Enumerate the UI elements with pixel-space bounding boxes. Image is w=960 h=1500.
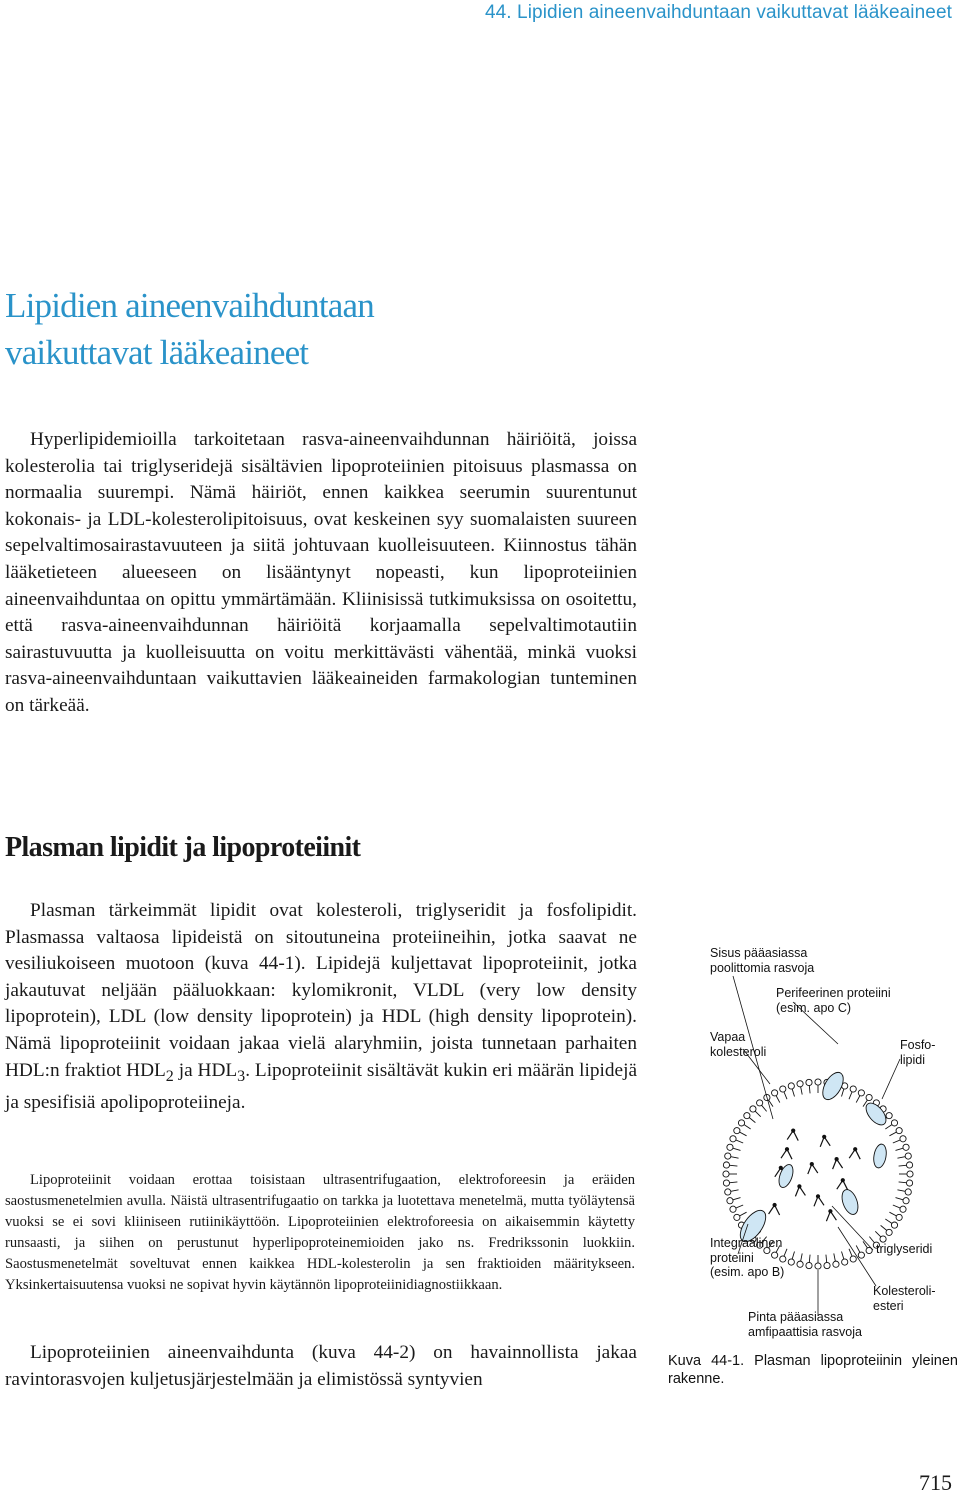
label-phospholipid: Fosfo- lipidi xyxy=(900,1038,936,1067)
lipids-text-part-2: . Lipoproteiinit sisältävät kukin eri määrän lipidejä ja spesifisiä apolipoproteiineja. xyxy=(5,1059,637,1114)
chapter-title-line-2: vaikuttavat lääkeaineet xyxy=(5,333,309,372)
hdl3-term: $HDL_3$ xyxy=(197,1059,246,1085)
lipids-text-part-1: Plasman tärkeimmät lipidit ovat kolesteroli, triglyseridit ja fosfolipidit. Plasmassa valtaosa lipideistä on sitoutuneina proteiineihin, jotka saavat ne vesiliukoiseen muotoon (kuva 44-1). Lipidejä kuljettavat lipoproteiinit, jotka jakautuvat neljään pääluokkaan: kylomikronit, VLDL (very low density lipoprotein), LDL (low density lipoprotein) ja HDL (high density lipoprotein). Nämä lipoproteiinit voidaan jakaa vielä alaryhmiin, joista tunnetaan parhaiten HDL:n fraktiot xyxy=(5,900,637,1081)
label-triglyceride: triglyseridi xyxy=(876,1242,933,1256)
lipids-paragraph: Plasman tärkeimmät lipidit ovat kolesteroli, triglyseridit ja fosfolipidit. Plasmassa valtaosa lipideistä on sitoutuneina proteiineihin, jotka saavat ne vesiliukoiseen muotoon (kuva 44-1). Lipidejä kuljettavat lipoproteiinit, jotka jakautuvat neljään pääluokkaan: kylomikronit, VLDL (very low density lipoprotein), LDL (low density lipoprotein) ja HDL (high density lipoprotein). Nämä lipoproteiinit voidaan jakaa vielä alaryhmiin, joista tunnetaan parhaiten HDL:n fraktiot $HDL_2$ ja $HDL_3$. Lipoproteiinit sisältävät kukin eri määrän lipidejä ja spesifisiä apolipoproteiineja. xyxy=(5,900,637,1114)
core-lipid-molecule xyxy=(769,1203,780,1215)
core-lipid-molecule xyxy=(820,1135,830,1147)
figure-caption: Kuva 44-1. Plasman lipoproteiinin yleinen rakenne. xyxy=(668,1353,958,1387)
core-lipid-molecule xyxy=(837,1178,848,1190)
chapter-title xyxy=(5,282,645,376)
label-peripheral-protein: Perifeerinen proteiini (esim. apo C) xyxy=(776,986,891,1015)
running-header: 44. Lipidien aineenvaihduntaan vaikuttavat lääkeaineet xyxy=(484,2,952,23)
metabolism-paragraph: Lipoproteiinien aineenvaihdunta (kuva 44-2) on havainnollista jakaa ravintorasvojen kuljetusjärjestelmään ja elimistössä syntyvien xyxy=(5,1342,637,1390)
core-lipid-molecule xyxy=(787,1129,798,1141)
core-lipid-molecule xyxy=(814,1194,824,1206)
chapter-title-line-1: Lipidien aineenvaihduntaan xyxy=(5,286,374,325)
core-lipid-molecule xyxy=(833,1157,843,1169)
label-surface: Pinta pääasiassa amfipaattisia rasvoja xyxy=(748,1310,862,1339)
core-lipid-molecule xyxy=(826,1209,836,1221)
intro-paragraph: Hyperlipidemioilla tarkoitetaan rasva-aineenvaihdunnan häiriöitä, joissa kolesterolia tai triglyseridejä sisältävien lipoproteiinien pitoisuus plasmassa on normaalia suurempi. Nämä häiriöt, ennen kaikkea seerumin suurentunut kokonais- ja LDL-kolesterolipitoisuus, ovat keskeinen syy suomalaisten suureen sepelvaltimosairastavuuteen ja siitä johtuvaan kuolleisuuteen. Kiinnostus tähän lääketieteen alueeseen on lisääntynyt nopeasti, kun lipoproteiinien aineenvaihduntaa on opittu ymmärtämään. Kliinisissä tutkimuksissa on osoitettu, että rasva-aineenvaihdunnan häiriöitä korjaamalla sepelvaltimotautiin sairastuvuutta ja kuolleisuutta on voitu merkittävästi vähentää, minkä vuoksi rasva-aineenvaihduntaan vaikuttavien lääkeaineiden farmakologian tunteminen on tärkeää. xyxy=(5,429,637,716)
core-lipid-molecule xyxy=(781,1147,792,1159)
apolipoprotein xyxy=(839,1187,861,1216)
hdl2-term: $HDL_2$ xyxy=(126,1059,174,1085)
small-print-paragraph: Lipoproteiinit voidaan erottaa toisistaan ultrasentrifugaation, elektroforeesin ja eräiden saostusmenetelmien avulla. Näistä ultrasentrifugaatio on tarkka ja luotettava menetelmä, mutta työläytensä vuoksi se ei sovi kliiniseen rutiinikäyttöön. Lipoproteiinien elektroforeesia on aikaisemmin käytetty runsaasti, ja siihen on perustunut hyperlipoproteinemioiden jako ns. Fredrikssonin luokkiin. Saostusmenetelmät soveltuvat ennen kaikkea HDL-kolesterolin ja sen fraktioiden määritykseen. Yksinkertaisuutensa vuoksi ne sopivat hyvin käytännön lipoproteiinidiagnostiikkaan. xyxy=(5,1172,635,1294)
label-cholesterol-ester: Kolesteroli- esteri xyxy=(873,1284,936,1313)
core-lipid-molecule xyxy=(808,1162,818,1174)
page-number: 715 xyxy=(919,1470,952,1495)
apolipoprotein xyxy=(872,1143,888,1169)
label-core: Sisus pääasiassa poolittomia rasvoja xyxy=(710,946,815,975)
label-free-cholesterol: Vapaa kolesteroli xyxy=(710,1030,767,1059)
core-lipid-molecule xyxy=(849,1147,860,1159)
core-lipid-molecule xyxy=(795,1184,805,1196)
lipoprotein-figure xyxy=(668,944,958,1344)
label-integral-protein: Integraalinen proteiini (esim. apo B) xyxy=(710,1236,785,1279)
section-heading: Plasman lipidit ja lipoproteiinit xyxy=(5,832,361,863)
